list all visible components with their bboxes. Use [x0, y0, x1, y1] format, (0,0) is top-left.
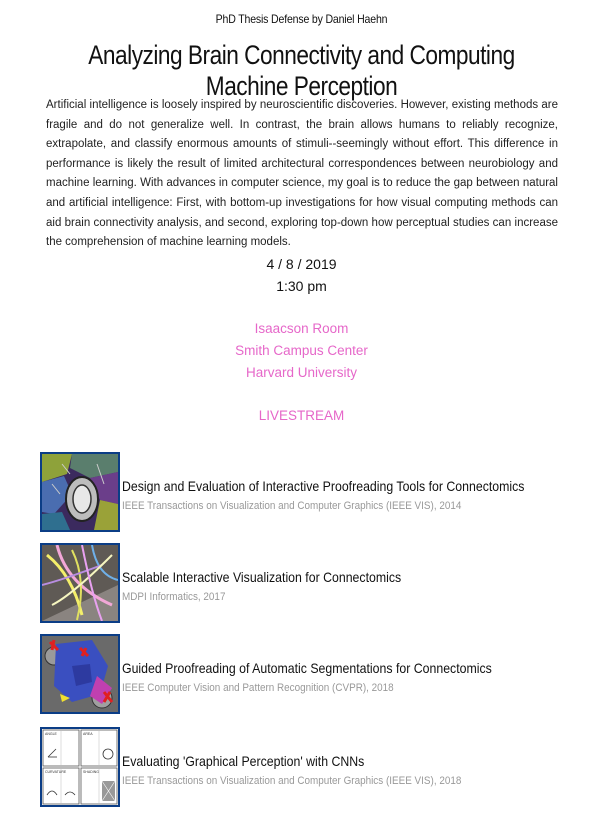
- publication-item: [40, 727, 580, 807]
- publication-title[interactable]: Design and Evaluation of Interactive Proofreading Tools for Connectomics: [122, 478, 525, 494]
- location-building: Smith Campus Center: [235, 343, 368, 358]
- publication-venue: MDPI Informatics, 2017: [122, 591, 226, 603]
- abstract-text: Artificial intelligence is loosely inspired by neuroscientific discoveries. However, existing methods are fragile and do not generalize well. In contrast, the brain allows humans to reliably recognize, extrapolate, and classify enormous amounts of stimuli--seemingly without effort. This difference in performance is likely the result of limited architectural correspondences between neurobiology and machine learning. With advances in computer science, my goal is to reduce the gap between natural and artificial intelligence: First, with bottom-up investigations for how visual computing methods can aid brain connectivity analysis, and second, exploring top-down how perceptual studies can increase the comprehension of machine learning models.: [46, 99, 558, 249]
- thumb-label-shading: SHADING: [83, 770, 99, 774]
- publication-venue: IEEE Transactions on Visualization and Computer Graphics (IEEE VIS), 2018: [122, 775, 462, 787]
- publication-title[interactable]: Guided Proofreading of Automatic Segmentations for Connectomics: [122, 660, 492, 676]
- location-university: Harvard University: [245, 365, 358, 380]
- publication-venue: IEEE Transactions on Visualization and Computer Graphics (IEEE VIS), 2014: [122, 500, 462, 512]
- event-subtitle: PhD Thesis Defense by Daniel Haehn: [215, 12, 388, 26]
- publication-item: [40, 452, 580, 532]
- publication-thumbnail[interactable]: [40, 452, 120, 532]
- publication-thumbnail[interactable]: [40, 634, 120, 714]
- thumb-label-curvature: CURVATURE: [45, 770, 67, 774]
- event-date: 4 / 8 / 2019: [266, 256, 337, 272]
- publication-item: [40, 543, 580, 623]
- publication-title[interactable]: Scalable Interactive Visualization for Connectomics: [122, 569, 402, 585]
- publication-thumbnail[interactable]: [40, 543, 120, 623]
- location-room: Isaacson Room: [254, 321, 349, 336]
- publication-thumbnail[interactable]: [40, 727, 120, 807]
- page-title: Analyzing Brain Connectivity and Computing Machine Perception: [88, 40, 515, 101]
- livestream-link[interactable]: LIVESTREAM: [258, 408, 345, 423]
- publication-item: [40, 634, 580, 714]
- publication-title[interactable]: Evaluating 'Graphical Perception' with CNNs: [122, 753, 365, 769]
- event-time: 1:30 pm: [276, 278, 327, 294]
- thumb-label-angle: ANGLE: [45, 732, 57, 736]
- thumb-label-area: AREA: [83, 732, 93, 736]
- publication-venue: IEEE Computer Vision and Pattern Recognition (CVPR), 2018: [122, 682, 394, 694]
